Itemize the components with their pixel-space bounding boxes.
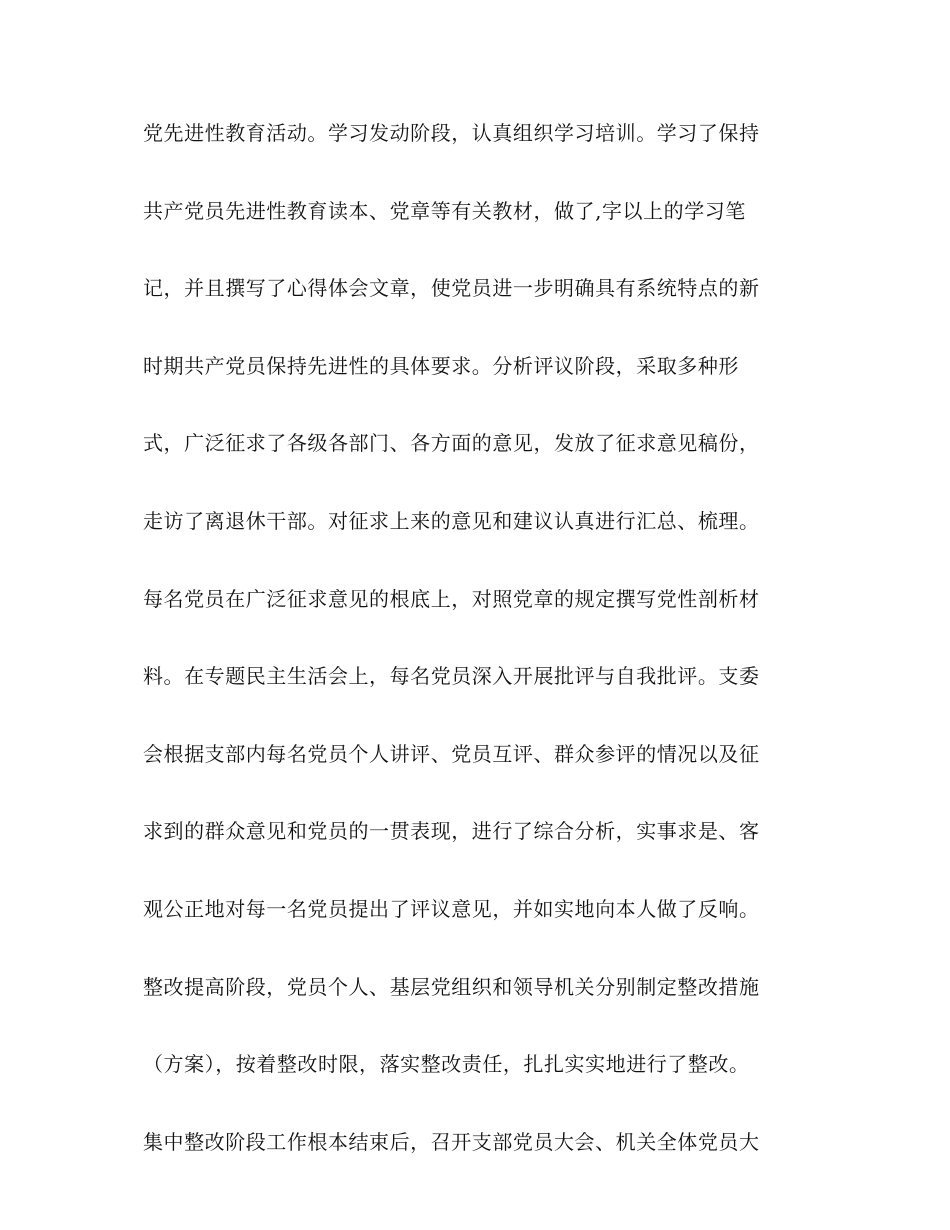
text-line-7: 每名党员在广泛征求意见的根底上，对照党章的规定撰写党性剖析材 [143,586,760,611]
text-line-14: 集中整改阶段工作根本结束后，召开支部党员大会、机关全体党员大 [143,1129,760,1154]
body-text [143,122,803,1208]
text-line-10: 求到的群众意见和党员的一贯表现，进行了综合分析，实事求是、客 [143,819,760,844]
text-line-2: 共产党员先进性教育读本、党章等有关教材，做了,字以上的学习笔 [143,198,746,223]
text-line-3: 记，并且撰写了心得体会文章，使党员进一步明确具有系统特点的新 [143,276,760,301]
text-line-12: 整改提高阶段，党员个人、基层党组织和领导机关分别制定整改措施 [143,974,760,999]
text-line-13: （方案），按着整改时限，落实整改责任，扎扎实实地进行了整改。 [143,1052,750,1077]
text-line-9: 会根据支部内每名党员个人讲评、党员互评、群众参评的情况以及征 [143,741,760,766]
text-line-1: 党先进性教育活动。学习发动阶段，认真组织学习培训。学习了保持 [143,121,760,145]
text-line-8: 料。在专题民主生活会上，每名党员深入开展批评与自我批评。支委 [143,664,760,689]
text-line-5: 式，广泛征求了各级各部门、各方面的意见，发放了征求意见稿份， [143,431,760,456]
text-line-11: 观公正地对每一名党员提出了评议意见，并如实地向本人做了反响。 [143,896,760,921]
text-line-4: 时期共产党员保持先进性的具体要求。分析评议阶段，采取多种形 [143,353,739,378]
text-line-6: 走访了离退休干部。对征求上来的意见和建议认真进行汇总、梳理。 [143,508,760,533]
